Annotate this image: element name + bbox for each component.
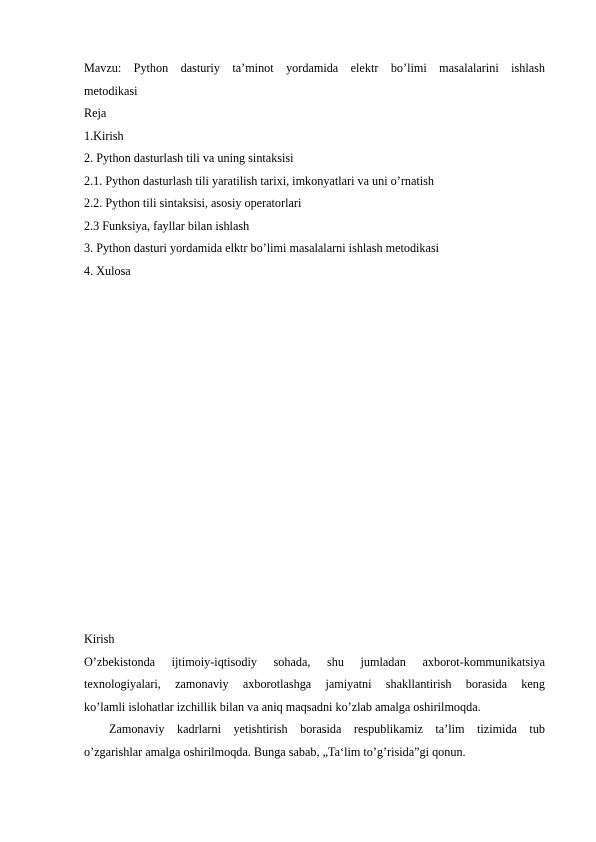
intro-line: O’zbekistonda ijtimoiy-iqtisodiy sohada, shu jumladan axborot-kommunikatsiya bbox=[84, 654, 545, 669]
intro-line: texnologiyalari, zamonaviy axborotlashga jamiyatni shakllantirish borasida keng bbox=[84, 677, 545, 691]
toc-item: 2.1. Python dasturlash tili yaratilish tarixi, imkonyatlari va uni o’rnatish bbox=[84, 173, 434, 188]
document-title bbox=[84, 57, 545, 102]
toc-item: 2.2. Python tili sintaksisi, asosiy operatorlari bbox=[84, 196, 302, 210]
toc-item: 2. Python dasturlash tili va uning sintaksisi bbox=[84, 151, 294, 165]
intro-line: o’zgarishlar amalga oshirilmoqda. Bunga sabab, „Ta‘lim to’g’risida”gi qonun. bbox=[84, 744, 466, 759]
intro-line: ko’lamli islohatlar izchillik bilan va aniq maqsadni ko’zlab amalga oshirilmoqda. bbox=[84, 699, 481, 714]
toc-heading: Reja bbox=[84, 106, 107, 120]
toc-item: 4. Xulosa bbox=[84, 263, 131, 278]
intro-line: Zamonaviy kadrlarni yetishtirish borasida respublikamiz ta’lim tizimida tub bbox=[84, 722, 546, 736]
introduction-section bbox=[84, 628, 545, 763]
toc-item: 2.3 Funksiya, fayllar bilan ishlash bbox=[84, 218, 250, 233]
toc-item: 3. Python dasturi yordamida elktr bo’limi masalalarni ishlash metodikasi bbox=[84, 241, 440, 255]
title-line-2: metodikasi bbox=[84, 83, 138, 98]
toc-item: 1.Kirish bbox=[84, 128, 124, 143]
title-line-1: Mavzu: Python dasturiy ta’minot yordamida elektr bo’limi masalalarini ishlash bbox=[84, 61, 545, 75]
intro-heading: Kirish bbox=[84, 632, 115, 646]
table-of-contents bbox=[84, 102, 545, 282]
